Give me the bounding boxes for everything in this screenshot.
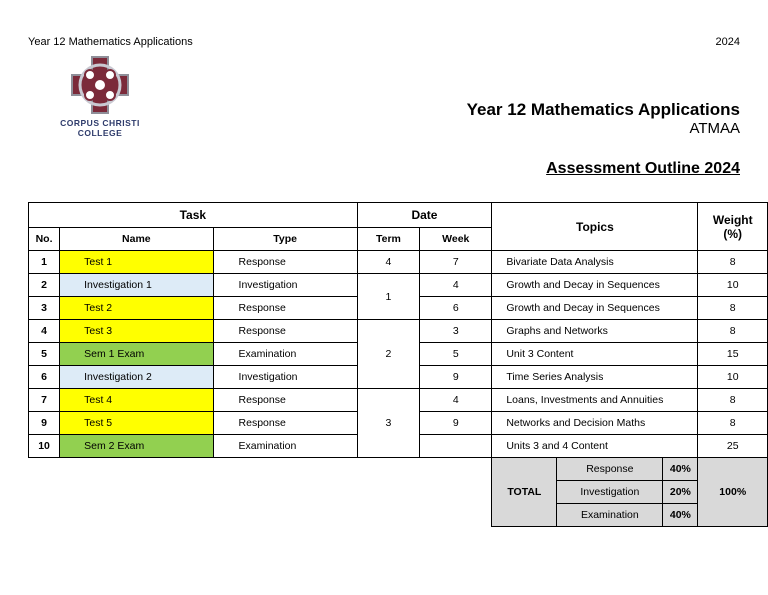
course-title: Year 12 Mathematics Applications [466, 100, 740, 119]
task-topic: Networks and Decision Maths [492, 412, 698, 435]
task-type: Response [213, 320, 357, 343]
task-group-header: Task [29, 203, 358, 228]
date-group-header: Date [357, 203, 492, 228]
summary-investigation-label: Investigation [557, 481, 663, 504]
college-crest-icon [70, 55, 130, 115]
row-number: 9 [29, 412, 60, 435]
task-name: Sem 2 Exam [60, 435, 213, 458]
task-week: 9 [420, 366, 492, 389]
header-course: Year 12 Mathematics Applications [28, 36, 193, 48]
task-name: Test 1 [60, 251, 213, 274]
summary-examination-label: Examination [557, 504, 663, 527]
summary-total-pct: 100% [698, 458, 768, 527]
row-number: 6 [29, 366, 60, 389]
task-topic: Graphs and Networks [492, 320, 698, 343]
task-name: Test 4 [60, 389, 213, 412]
table-row [29, 274, 768, 297]
college-logo [55, 55, 145, 138]
task-weight: 15 [698, 343, 768, 366]
row-number: 10 [29, 435, 60, 458]
term-header: Term [357, 228, 420, 251]
assessment-outline-heading: Assessment Outline 2024 [546, 160, 740, 177]
task-weight: 10 [698, 274, 768, 297]
task-week: 6 [420, 297, 492, 320]
task-topic: Time Series Analysis [492, 366, 698, 389]
task-type: Response [213, 251, 357, 274]
task-weight: 8 [698, 320, 768, 343]
task-term: 3 [357, 389, 420, 458]
task-weight: 8 [698, 251, 768, 274]
row-number: 2 [29, 274, 60, 297]
summary-block [492, 458, 698, 527]
task-weight: 8 [698, 297, 768, 320]
task-topic: Loans, Investments and Annuities [492, 389, 698, 412]
task-type: Investigation [213, 366, 357, 389]
task-weight: 8 [698, 389, 768, 412]
summary-examination-pct: 40% [663, 504, 698, 527]
task-type: Examination [213, 343, 357, 366]
task-type: Response [213, 389, 357, 412]
row-number: 7 [29, 389, 60, 412]
type-header: Type [213, 228, 357, 251]
document-title [467, 100, 740, 138]
summary-total-label: TOTAL [492, 458, 557, 526]
summary-response-label: Response [557, 458, 663, 481]
task-weight: 8 [698, 412, 768, 435]
task-week: 9 [420, 412, 492, 435]
logo-text-line2: COLLEGE [77, 127, 123, 138]
task-name: Sem 1 Exam [60, 343, 213, 366]
task-term: 4 [357, 251, 420, 274]
header-year: 2024 [715, 36, 740, 48]
task-weight: 25 [698, 435, 768, 458]
row-number: 5 [29, 343, 60, 366]
task-week: 3 [420, 320, 492, 343]
row-number: 3 [29, 297, 60, 320]
task-topic: Unit 3 Content [492, 343, 698, 366]
summary-spacer [29, 458, 492, 527]
summary-response-pct: 40% [663, 458, 698, 481]
row-number: 4 [29, 320, 60, 343]
task-type: Response [213, 412, 357, 435]
task-week: 4 [420, 389, 492, 412]
task-type: Examination [213, 435, 357, 458]
week-header: Week [420, 228, 492, 251]
summary-investigation-pct: 20% [663, 481, 698, 504]
task-type: Response [213, 297, 357, 320]
task-weight: 10 [698, 366, 768, 389]
topics-header: Topics [492, 203, 698, 251]
task-name: Investigation 2 [60, 366, 213, 389]
logo-text-line1: CORPUS CHRISTI [60, 118, 140, 128]
task-topic: Growth and Decay in Sequences [492, 297, 698, 320]
task-topic: Units 3 and 4 Content [492, 435, 698, 458]
table-row [29, 320, 768, 343]
task-week: 7 [420, 251, 492, 274]
task-week [420, 435, 492, 458]
task-week: 4 [420, 274, 492, 297]
course-code: ATMAA [689, 120, 740, 137]
name-header: Name [60, 228, 213, 251]
task-type: Investigation [213, 274, 357, 297]
task-name: Test 3 [60, 320, 213, 343]
no-header: No. [29, 228, 60, 251]
task-term: 1 [357, 274, 420, 320]
task-name: Test 5 [60, 412, 213, 435]
assessment-table [28, 202, 768, 527]
table-row [29, 389, 768, 412]
task-topic: Bivariate Data Analysis [492, 251, 698, 274]
task-name: Investigation 1 [60, 274, 213, 297]
table-row [29, 251, 768, 274]
weight-header [698, 203, 768, 251]
task-topic: Growth and Decay in Sequences [492, 274, 698, 297]
task-name: Test 2 [60, 297, 213, 320]
weight-header-label: Weight (%) [712, 212, 753, 241]
task-term: 2 [357, 320, 420, 389]
row-number: 1 [29, 251, 60, 274]
task-week: 5 [420, 343, 492, 366]
